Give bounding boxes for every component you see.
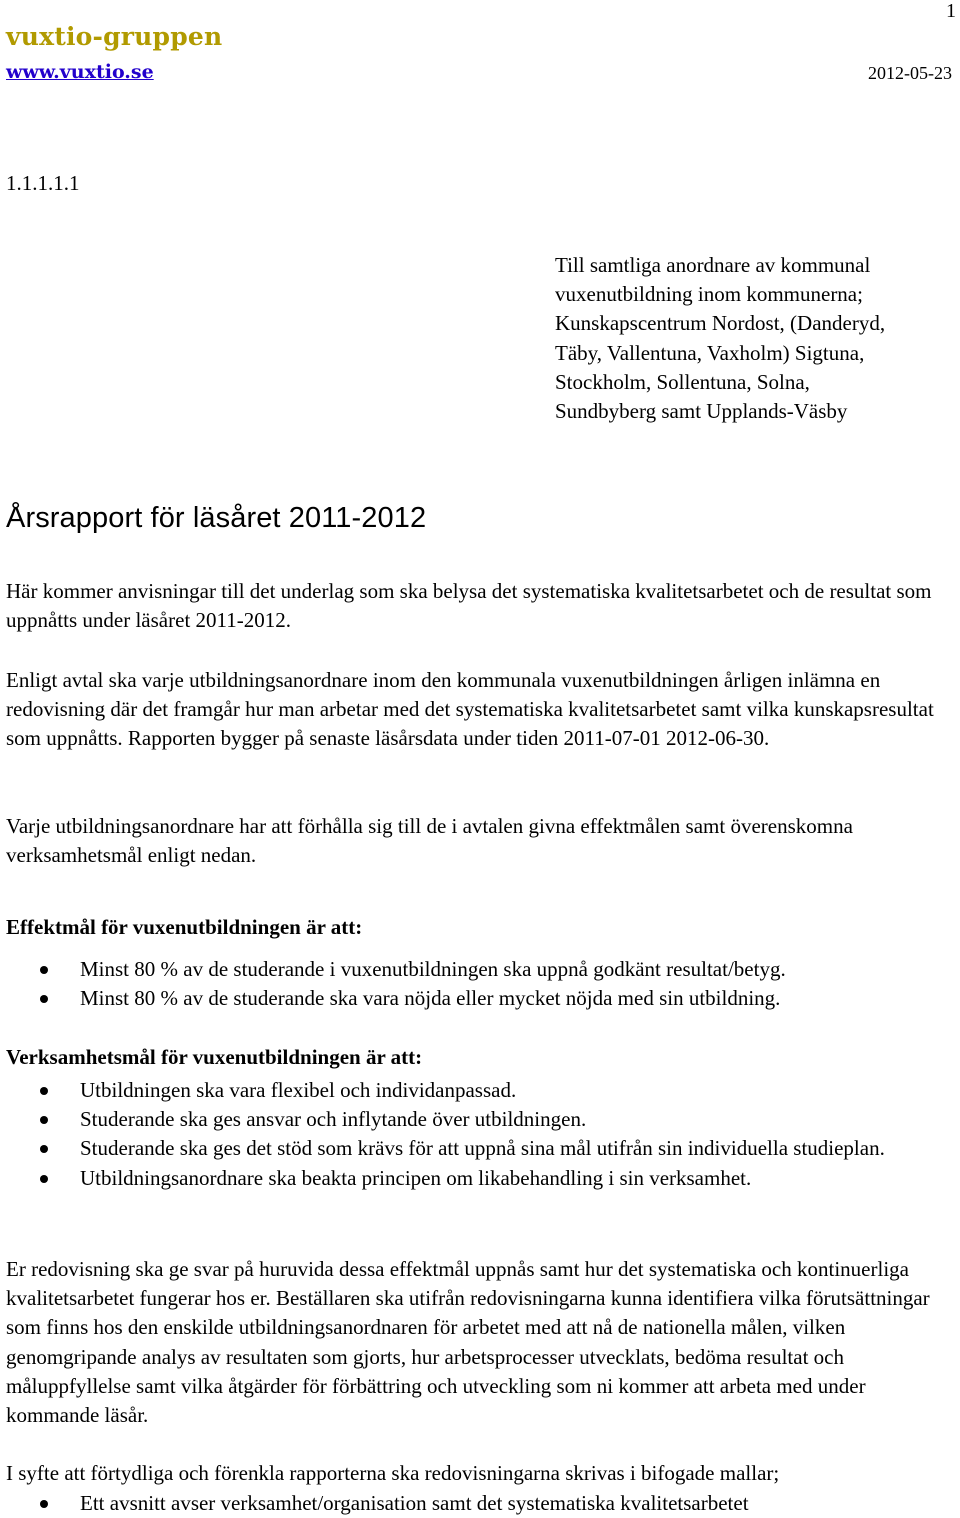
recipient-line: Till samtliga anordnare av kommunal xyxy=(555,253,871,277)
bullet-icon xyxy=(40,1175,48,1183)
report-paragraph: Er redovisning ska ge svar på huruvida dessa effektmål uppnås samt hur det systematiska och kontinuerliga kvalitetsarbetet fungerar hos er. Beställaren ska utifrån redovisningarna kunna identifiera vilka förutsättningar som finns hos den enskilde utbildningsanordnaren för arbetet med att nå de nationella målen, vilken genomgripande analys av resultaten som gjorts, hur arbetsprocesser utvecklats, bedöma resultat och måluppfyllelse samt vilka åtgärder för förbättring och utveckling som ni kommer att arbeta med under kommande läsår. xyxy=(6,1257,930,1428)
document-title: Årsrapport för läsåret 2011-2012 xyxy=(6,502,427,534)
effect-goals-list xyxy=(0,955,950,1013)
recipient-block xyxy=(555,251,960,426)
recipient-line: vuxenutbildning inom kommunerna; xyxy=(555,282,863,307)
recipient-line: Sundbyberg samt Upplands-Väsby xyxy=(555,399,848,424)
document-date: 2012-05-23 xyxy=(868,63,952,83)
list-item: Utbildningsanordnare ska beakta principen om likabehandling i sin verksamhet. xyxy=(0,1164,950,1193)
recipient-line: Täby, Vallentuna, Vaxholm) Sigtuna, xyxy=(555,340,865,365)
goals-paragraph: Varje utbildningsanordnare har att förhålla sig till de i avtalen givna effektmålen samt överenskomna verksamhetsmål enligt nedan. xyxy=(6,814,853,868)
bullet-icon xyxy=(40,966,48,974)
templates-list xyxy=(0,1489,950,1518)
page-number: 1 xyxy=(946,0,956,22)
bullet-icon xyxy=(40,1145,48,1153)
list-item: Minst 80 % av de studerande ska vara nöjda eller mycket nöjda med sin utbildning. xyxy=(0,984,950,1013)
list-item: Utbildningen ska vara flexibel och individanpassad. xyxy=(0,1076,950,1105)
list-item: Minst 80 % av de studerande i vuxenutbildningen ska uppnå godkänt resultat/betyg. xyxy=(0,955,950,984)
intro-paragraph: Här kommer anvisningar till det underlag som ska belysa det systematiska kvalitetsarbetet och de resultat som uppnåtts under läsåret 2011-2012. xyxy=(6,579,932,633)
bullet-icon xyxy=(40,1500,48,1508)
business-goals-list xyxy=(0,1076,950,1193)
list-item: Ett avsnitt avser verksamhet/organisation samt det systematiska kvalitetsarbetet xyxy=(0,1489,950,1518)
list-item: Studerande ska ges det stöd som krävs för att uppnå sina mål utifrån sin individuella studieplan. xyxy=(0,1134,950,1163)
business-goals-heading: Verksamhetsmål för vuxenutbildningen är att: xyxy=(6,1045,423,1069)
agreement-paragraph: Enligt avtal ska varje utbildningsanordnare inom den kommunala vuxenutbildningen årligen inlämna en redovisning där det framgår hur man arbetar med det systematiska kvalitetsarbetet samt vilka kunskapsresultat som uppnåtts. Rapporten bygger på senaste läsårsdata under tiden 2011-07-01 2012-06-30. xyxy=(6,668,934,751)
heading-numbering: 1.1.1.1.1 xyxy=(6,171,80,195)
templates-paragraph: I syfte att förtydliga och förenkla rapporterna ska redovisningarna skrivas i bifogade mallar; xyxy=(6,1461,780,1485)
brand-name: vuxtio-gruppen xyxy=(6,22,223,51)
effect-goals-heading: Effektmål för vuxenutbildningen är att: xyxy=(6,915,363,939)
list-item: Studerande ska ges ansvar och inflytande över utbildningen. xyxy=(0,1105,950,1134)
bullet-icon xyxy=(40,995,48,1003)
recipient-line: Kunskapscentrum Nordost, (Danderyd, xyxy=(555,311,886,336)
bullet-icon xyxy=(40,1116,48,1124)
recipient-line: Stockholm, Sollentuna, Solna, xyxy=(555,369,810,394)
website-link[interactable]: www.vuxtio.se xyxy=(6,61,154,83)
bullet-icon xyxy=(40,1087,48,1095)
